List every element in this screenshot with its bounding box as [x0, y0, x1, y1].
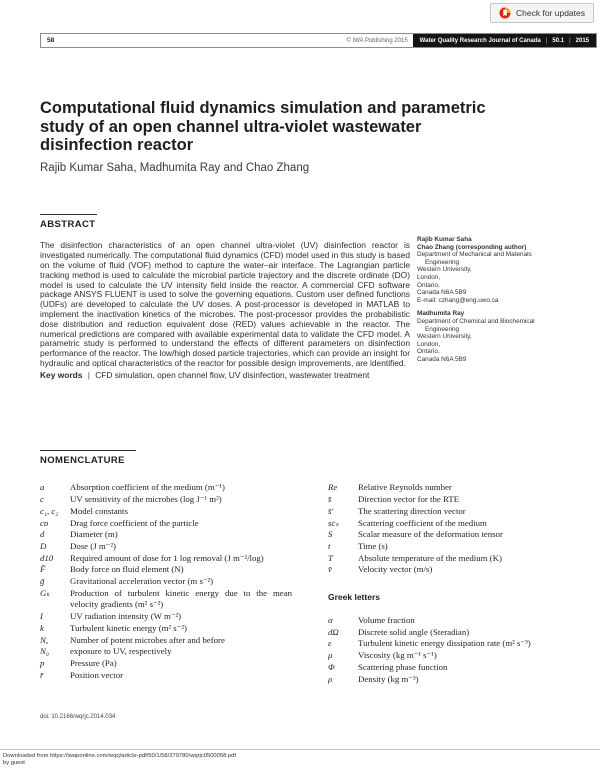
keywords-separator: |	[87, 369, 90, 380]
abstract-section	[40, 214, 410, 381]
nomenclature-right-column	[292, 482, 597, 685]
nomenclature-row	[40, 576, 292, 588]
definition-cell: Required amount of dose for 1 log removal (J m⁻²/log)	[70, 552, 264, 563]
symbol-cell: t	[328, 540, 331, 551]
symbol-cell: D	[40, 540, 47, 551]
nomenclature-row	[40, 553, 292, 565]
nomenclature-row	[328, 494, 597, 506]
affiliation-line: Western University,	[417, 333, 472, 341]
definition-cell: Gravitational acceleration vector (m s⁻²)	[70, 576, 214, 587]
definition-cell: Turbulent kinetic energy dissipation rate (m² s⁻³)	[358, 638, 531, 649]
nomenclature-row	[40, 635, 292, 647]
nomenclature-row	[328, 506, 597, 518]
symbol-cell: Re	[328, 482, 338, 493]
symbol-cell: I	[40, 611, 43, 622]
footer-download-line: Downloaded from https://iwaponline.com/wqrj/article-pdf/50/1/58/379780/wqrjc0500058.pdf	[3, 753, 236, 759]
definition-cell: Viscosity (kg m⁻¹ s⁻¹)	[358, 650, 437, 661]
affiliation-line: Engineering	[425, 258, 460, 266]
nomenclature-row	[328, 674, 597, 686]
symbol-cell: p	[40, 657, 45, 668]
nomenclature-row	[40, 670, 292, 682]
definition-cell: Scattering phase function	[358, 661, 448, 672]
nomenclature-row	[40, 623, 292, 635]
check-updates-label: Check for updates	[516, 8, 585, 18]
nomenclature-row	[328, 518, 597, 530]
affiliation-line: Canada N6A 5B9	[417, 289, 467, 297]
symbol-cell: ρ	[328, 673, 333, 684]
nomenclature-section	[40, 450, 597, 685]
definition-cell: exposure to UV, respectively	[70, 646, 172, 657]
symbol-cell: cᴅ	[40, 517, 49, 528]
definition-cell: UV radiation intensity (W m⁻²)	[70, 611, 182, 622]
definition-cell: Pressure (Pa)	[70, 657, 117, 668]
footer	[0, 749, 600, 770]
symbol-cell: s̄′	[328, 505, 334, 516]
definition-cell: The scattering direction vector	[358, 505, 466, 516]
symbol-cell: S	[328, 529, 333, 540]
symbol-cell: s̄	[328, 494, 332, 505]
symbol-cell: α	[328, 615, 333, 626]
definition-cell: Time (s)	[358, 540, 388, 551]
keywords-text: CFD simulation, open channel flow, UV disinfection, wastewater treatment	[95, 369, 370, 380]
journal-year: 2015	[575, 37, 589, 44]
symbol-cell: k	[40, 622, 44, 633]
abstract-text: The disinfection characteristics of an open channel ultra-violet (UV) disinfection reactor is investigated numerically. The computational fluid dynamics (CFD) model used in this study is based on the volume of fluid (VOF) method to capture the water–air interface. The Lagrangian particle tracking method is used to calculate the microbial particle trajectory and the discrete ordinate (DO) model is used to calculate the UV intensity field inside the reactor. A commercial CFD software package ANSYS FLUENT is used to solve the governing equations. Custom user defined functions (UDFs) are developed to calculate the UV doses. A post-processor is developed in MATLAB to implement the inactivation kinetics of the microbes. The post-processor provides the probabilistic dose distribution and reduction equivalent dose (RED) values achievable in the reactor. The numerical predictions are compared with available experimental data to validate the CFD model. A parametric study is performed to understand the effects of different parameters on disinfection performance of the reactor. The low/high dosed particle trajectories, which can provide an insight for hydraulic and optical characteristics of the reactor for possible design improvements, are identified.	[40, 240, 410, 368]
symbol-cell: dΩ	[328, 626, 339, 637]
badge-separator: |	[545, 37, 548, 44]
affiliation-line: Madhumita Ray	[417, 310, 465, 318]
affiliation-line: E-mail: czhang@eng.uwo.ca	[417, 296, 499, 304]
nomenclature-row	[40, 529, 292, 541]
nomenclature-row	[40, 494, 292, 506]
symbol-cell: ε	[328, 638, 332, 649]
keywords-line	[40, 371, 410, 381]
affiliation-line: Western University,	[417, 266, 472, 274]
nomenclature-row	[328, 482, 597, 494]
symbol-cell: c₁, c₂	[40, 505, 59, 516]
definition-cell: Scalar measure of the deformation tensor	[358, 529, 503, 540]
nomenclature-row	[40, 646, 292, 658]
journal-volume: 50.1	[552, 37, 565, 44]
affiliation-line: Department of Mechanical and Materials	[417, 251, 532, 259]
symbol-cell: Φ	[328, 661, 335, 672]
greek-letters-heading: Greek letters	[328, 592, 380, 603]
nomenclature-row	[328, 541, 597, 553]
symbol-cell: d10	[40, 552, 54, 563]
journal-name: Water Quality Research Journal of Canada	[419, 37, 541, 44]
affiliation-line: London,	[417, 273, 441, 281]
affiliations-panel	[417, 236, 597, 364]
symbol-cell: N₀	[40, 646, 49, 657]
nomenclature-heading: NOMENCLATURE	[40, 455, 125, 467]
nomenclature-row	[40, 611, 292, 623]
affiliation-line: Ontario,	[417, 281, 440, 289]
definition-cell: Position vector	[70, 669, 124, 680]
greek-letters-list	[328, 615, 597, 685]
journal-badge	[413, 34, 596, 47]
nomenclature-row	[328, 564, 597, 576]
nomenclature-right-list	[328, 482, 597, 576]
nomenclature-left-column	[40, 482, 292, 685]
footer-guest-line: by guest	[3, 760, 25, 766]
check-updates-button[interactable]	[490, 3, 594, 23]
definition-cell: Model constants	[70, 505, 128, 516]
symbol-cell: scₛ	[328, 517, 339, 528]
nomenclature-row	[40, 588, 292, 611]
definition-cell: Drag force coefficient of the particle	[70, 517, 199, 528]
definition-cell: Absorption coefficient of the medium (m⁻¹)	[70, 482, 225, 493]
symbol-cell: r̄	[40, 669, 44, 680]
page-number: 58	[47, 37, 55, 44]
definition-cell: Density (kg m⁻³)	[358, 673, 419, 684]
affiliation-line: London,	[417, 340, 441, 348]
definition-cell: UV sensitivity of the microbes (log J⁻¹ m²)	[70, 494, 222, 505]
affiliation-line: Ontario,	[417, 348, 440, 356]
doi-text: doi: 10.2166/wqrjc.2014.034	[40, 714, 116, 720]
symbol-cell: c	[40, 494, 44, 505]
nomenclature-rule	[40, 450, 136, 451]
symbol-cell: F̄	[40, 564, 46, 575]
definition-cell: Discrete solid angle (Steradian)	[358, 626, 470, 637]
definition-cell: Scattering coefficient of the medium	[358, 517, 487, 528]
article-title: Computational fluid dynamics simulation and parametric study of an open channel ultra-violet wastewater disinfection reactor	[40, 99, 486, 154]
nomenclature-row	[40, 658, 292, 670]
affiliation-line: Engineering	[425, 325, 460, 333]
definition-cell: Turbulent kinetic energy (m² s⁻²)	[70, 622, 187, 633]
badge-separator: |	[569, 37, 571, 44]
abstract-heading: ABSTRACT	[40, 219, 96, 231]
nomenclature-row	[40, 518, 292, 530]
definition-cell: Volume fraction	[358, 615, 415, 626]
title-block	[40, 99, 502, 174]
header-bar	[40, 33, 597, 48]
affiliation-line: Canada N6A 5B9	[417, 355, 467, 363]
nomenclature-row	[328, 627, 597, 639]
nomenclature-row	[328, 650, 597, 662]
keywords-label: Key words	[40, 369, 83, 380]
definition-cell: Production of turbulent kinetic energy due to the mean velocity gradients (m² s⁻²)	[70, 587, 292, 610]
nomenclature-row	[40, 506, 292, 518]
nomenclature-row	[328, 553, 597, 565]
nomenclature-row	[40, 482, 292, 494]
symbol-cell: Gₖ	[40, 587, 51, 598]
nomenclature-row	[328, 615, 597, 627]
definition-cell: Relative Reynolds number	[358, 482, 452, 493]
nomenclature-row	[40, 564, 292, 576]
nomenclature-row	[328, 529, 597, 541]
definition-cell: Body force on fluid element (N)	[70, 564, 184, 575]
article-authors: Rajib Kumar Saha, Madhumita Ray and Chao Zhang	[40, 161, 310, 174]
definition-cell: Direction vector for the RTE	[358, 494, 460, 505]
definition-cell: Diameter (m)	[70, 529, 118, 540]
nomenclature-row	[40, 541, 292, 553]
definition-cell: Velocity vector (m/s)	[358, 564, 433, 575]
nomenclature-row	[328, 662, 597, 674]
affiliation-line: Rajib Kumar Saha	[417, 236, 472, 243]
symbol-cell: ḡ	[40, 576, 45, 587]
symbol-cell: a	[40, 482, 45, 493]
symbol-cell: T	[328, 552, 333, 563]
copyright-text: © IWA Publishing 2015	[346, 37, 408, 44]
abstract-rule	[40, 214, 97, 215]
definition-cell: Number of potent microbes after and before	[70, 634, 225, 645]
affiliation-line: Department of Chemical and Biochemical	[417, 317, 535, 325]
nomenclature-row	[328, 638, 597, 650]
definition-cell: Dose (J m⁻²)	[70, 540, 116, 551]
crossmark-icon	[499, 7, 511, 19]
symbol-cell: μ	[328, 650, 333, 661]
symbol-cell: N,	[40, 634, 49, 645]
symbol-cell: d	[40, 529, 45, 540]
definition-cell: Absolute temperature of the medium (K)	[358, 552, 502, 563]
symbol-cell: v̄	[328, 564, 332, 575]
affiliation-line: Chao Zhang (corresponding author)	[417, 243, 527, 251]
